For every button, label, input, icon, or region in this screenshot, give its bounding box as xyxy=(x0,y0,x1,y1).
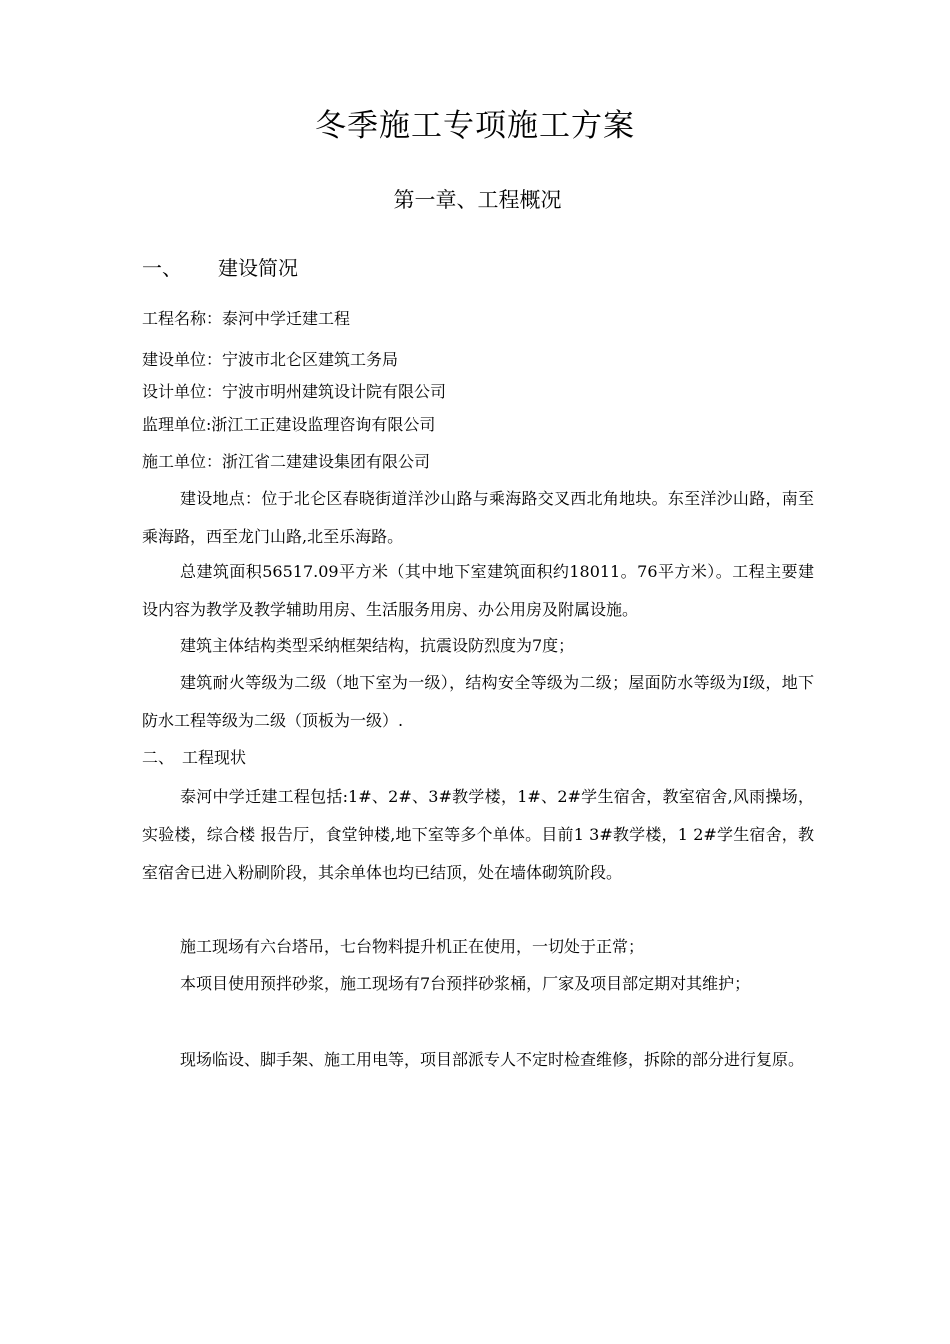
section-title: 工程现状 xyxy=(182,748,247,767)
designer-line: 设计单位：宁波市明州建筑设计院有限公司 xyxy=(142,382,447,401)
section-number: 二、 xyxy=(142,748,175,767)
owner-line: 建设单位：宁波市北仑区建筑工务局 xyxy=(142,350,399,369)
cranes-paragraph: 施工现场有六台塔吊，七台物料提升机正在使用，一切处于正常； xyxy=(180,937,645,956)
project-name-line: 工程名称：泰河中学迁建工程 xyxy=(142,309,351,328)
section-heading-2 xyxy=(142,746,246,770)
section-title: 建设简况 xyxy=(218,256,298,280)
progress-paragraph: 泰河中学迁建工程包括:1#、2#、3#教学楼，1#、2#学生宿舍，教室宿舍,风雨操场，实验楼，综合楼 报告厅，食堂钟楼,地下室等多个单体。目前1 3#教学楼，1 2#学生宿舍，教室宿舍已进入粉刷阶段，其余单体也均已结顶，处在墙体砌筑阶段。 xyxy=(142,787,814,882)
supervisor-line: 监理单位:浙江工正建设监理咨询有限公司 xyxy=(142,415,436,434)
fire-rating-paragraph: 建筑耐火等级为二级（地下室为一级），结构安全等级为二级；屋面防水等级为I级，地下防水工程等级为二级（顶板为一级）. xyxy=(142,673,814,730)
chapter-title: 第一章、工程概况 xyxy=(393,188,562,212)
mortar-paragraph: 本项目使用预拌砂浆，施工现场有7台预拌砂浆桶，厂家及项目部定期对其维护； xyxy=(180,974,751,993)
document-title: 冬季施工专项施工方案 xyxy=(315,108,635,144)
contractor-line: 施工单位：浙江省二建建设集团有限公司 xyxy=(142,452,431,471)
section-number: 一、 xyxy=(142,256,182,280)
area-paragraph: 总建筑面积56517.09平方米（其中地下室建筑面积约18011。76平方米）。工程主要建设内容为教学及教学辅助用房、生活服务用房、办公用房及附属设施。 xyxy=(142,562,814,619)
maintenance-paragraph: 现场临设、脚手架、施工用电等，项目部派专人不定时检查维修，拆除的部分进行复原。 xyxy=(180,1050,805,1069)
location-paragraph: 建设地点：位于北仑区春晓街道洋沙山路与乘海路交叉西北角地块。东至洋沙山路，南至乘海路，西至龙门山路,北至乐海路。 xyxy=(142,489,814,546)
section-heading-1 xyxy=(142,252,298,284)
structure-paragraph: 建筑主体结构类型采纳框架结构，抗震设防烈度为7度； xyxy=(180,636,575,655)
